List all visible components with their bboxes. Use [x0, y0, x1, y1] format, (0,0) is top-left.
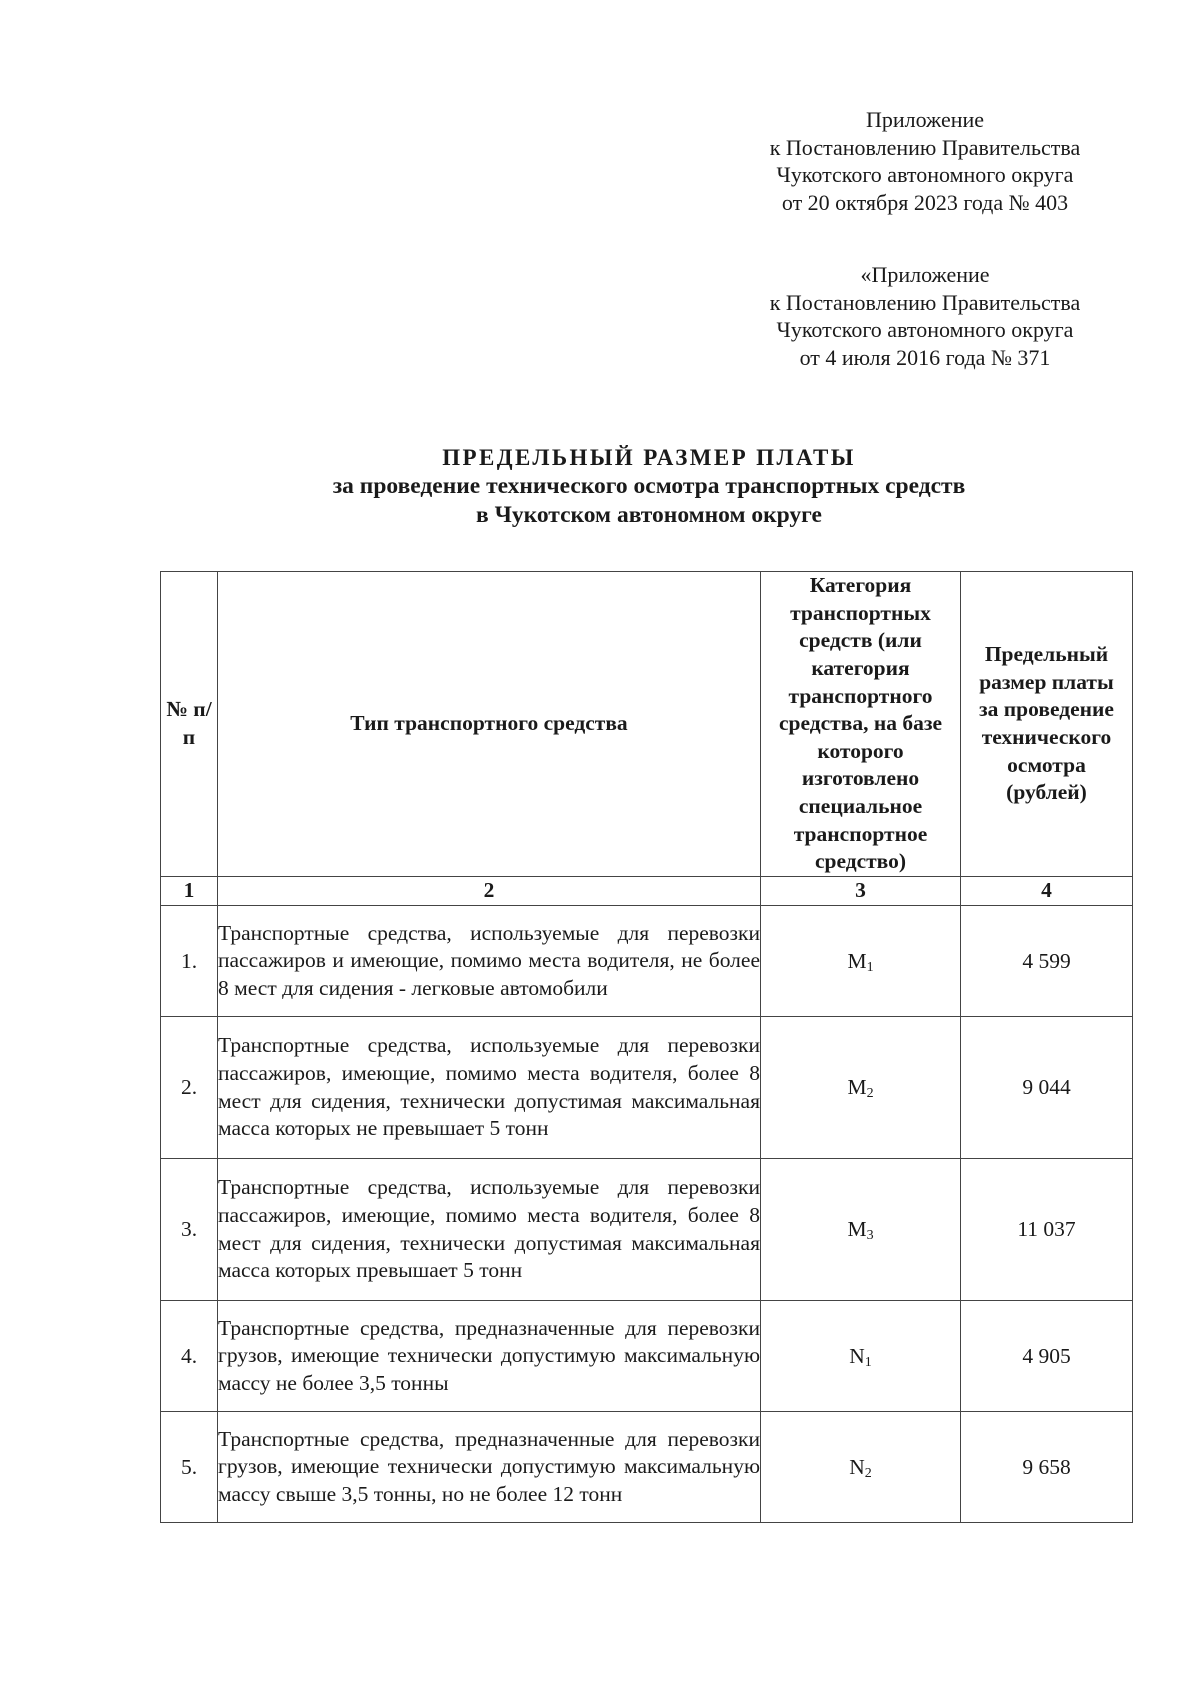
column-number: 1 — [161, 877, 218, 906]
appendix-header-previous — [735, 261, 1115, 371]
category-letter: N — [849, 1343, 865, 1368]
vehicle-category — [761, 1412, 961, 1523]
appendix-line: к Постановлению Правительства — [769, 289, 1081, 315]
category-letter: M — [847, 1217, 867, 1241]
category-letter: M — [847, 948, 867, 973]
fee-value: 4 905 — [961, 1301, 1133, 1412]
column-number-row — [161, 877, 1133, 906]
appendix-date-number: от 4 июля 2016 года № 371 — [799, 344, 1051, 370]
table-row — [161, 1301, 1133, 1412]
vehicle-category — [761, 1159, 961, 1301]
category-index: 2 — [864, 1465, 872, 1481]
vehicle-category — [761, 1017, 961, 1159]
category-index: 2 — [866, 1086, 874, 1101]
appendix-line: Чукотского автономного округа — [776, 317, 1074, 342]
header-category: Категория транспортных средств (или категория транспортного средства, на базе которого изготовлено специальное транспортное средство) — [761, 572, 961, 877]
fee-table — [160, 571, 1133, 1523]
vehicle-type-description: Транспортные средства, предназначенные для перевозки грузов, имеющие технически допустимую максимальную массу не более 3,5 тонны — [218, 1301, 761, 1412]
vehicle-category — [761, 906, 961, 1017]
title-subtitle-1: за проведение технического осмотра транспортных средств — [332, 473, 966, 499]
fee-value: 4 599 — [961, 906, 1133, 1017]
table-row — [161, 1412, 1133, 1523]
vehicle-type-description: Транспортные средства, используемые для перевозки пассажиров, имеющие, помимо места водителя, более 8 мест для сидения, технически допустимая максимальная масса которых превышает 5 тонн — [218, 1159, 761, 1301]
fee-value: 11 037 — [961, 1159, 1133, 1301]
fee-value: 9 658 — [961, 1412, 1133, 1523]
appendix-line: Приложение — [865, 107, 985, 132]
vehicle-type-description: Транспортные средства, используемые для перевозки пассажиров, имеющие, помимо места водителя, более 8 мест для сидения, технически допустимая максимальная масса которых не превышает 5 тонн — [218, 1017, 761, 1159]
header-vehicle-type: Тип транспортного средства — [218, 572, 761, 877]
appendix-line: к Постановлению Правительства — [769, 134, 1081, 160]
row-number: 4. — [161, 1301, 218, 1412]
appendix-header-current — [735, 106, 1115, 216]
header-number: № п/п — [161, 572, 218, 877]
fee-value: 9 044 — [961, 1017, 1133, 1159]
row-number: 3. — [161, 1159, 218, 1301]
category-letter: N — [849, 1454, 865, 1479]
column-number: 2 — [218, 877, 761, 906]
category-index: 1 — [864, 1354, 872, 1370]
table-row — [161, 1017, 1133, 1159]
title-subtitle-2: в Чукотском автономном округе — [476, 502, 822, 528]
title-main: ПРЕДЕЛЬНЫЙ РАЗМЕР ПЛАТЫ — [442, 445, 856, 470]
appendix-line: Чукотского автономного округа — [776, 162, 1074, 187]
column-number: 4 — [961, 877, 1133, 906]
category-letter: M — [847, 1075, 867, 1099]
row-number: 5. — [161, 1412, 218, 1523]
row-number: 2. — [161, 1017, 218, 1159]
vehicle-category — [761, 1301, 961, 1412]
table-row — [161, 1159, 1133, 1301]
table-header-row — [161, 572, 1133, 877]
category-index: 3 — [866, 1228, 874, 1243]
appendix-line: «Приложение — [860, 262, 990, 287]
document-title — [140, 443, 1158, 530]
header-fee: Предельный размер платы за проведение технического осмотра (рублей) — [961, 572, 1133, 877]
category-index: 1 — [866, 959, 874, 975]
vehicle-type-description: Транспортные средства, предназначенные для перевозки грузов, имеющие технически допустимую максимальную массу свыше 3,5 тонны, но не более 12 тонн — [218, 1412, 761, 1523]
vehicle-type-description: Транспортные средства, используемые для перевозки пассажиров и имеющие, помимо места водителя, не более 8 мест для сидения - легковые автомобили — [218, 906, 761, 1017]
column-number: 3 — [761, 877, 961, 906]
row-number: 1. — [161, 906, 218, 1017]
table-row — [161, 906, 1133, 1017]
appendix-date-number: от 20 октября 2023 года № 403 — [781, 189, 1069, 215]
